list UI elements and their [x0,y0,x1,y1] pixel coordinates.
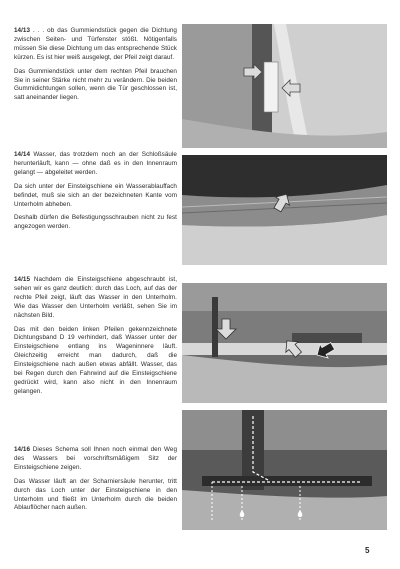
figure-number: 14/15 [14,276,31,283]
paragraph [14,214,177,232]
paragraph [14,27,177,63]
figure-number: 14/14 [14,151,31,158]
section-14-14 [14,151,177,237]
photo-under-sill [182,283,387,403]
paragraph-text: . . . ob das Gummiendstück gegen die Dichtung zwischen Seiten- und Türfenster stößt. Nötigenfalls müssen Sie diese Dichtung um das entsprechende Stück kürzen. Es ist hier weiß ausgelegt, der Pfeil zeigt darauf. [14,27,177,61]
paragraph-text: Das Wasser läuft an der Scharniersäule herunter, tritt durch das Loch unter der Einsteigschiene in den Unterholm und fließt im Unterholm durch die beiden Ablauflöcher nach außen. [14,477,177,512]
paragraph [14,68,177,104]
paragraph-text: Da sich unter der Einsteigschiene ein Wasserablauffach befindet, muß sie sich an der bezeichneten Kante vom Unterholm abheben. [14,182,177,208]
paragraph-text: Das mit den beiden linken Pfeilen gekennzeichnete Dichtungsband D 19 verhindert, daß Wasser unter der Einsteigschiene entlang ins Wageninnere läuft. Gleichzeitig erreicht man dadurch, daß die Einsteigschiene nach außen etwas abfällt. Wasser, das bei Regen durch den Fahrwind auf die Einsteigschiene gedrückt wird, kann also nicht in den Innenraum gelangen. [14,325,177,395]
photo-door-seal [182,24,387,148]
section-14-13 [14,27,177,108]
paragraph [14,276,177,321]
paragraph-text: Dieses Schema soll Ihnen noch einmal den Weg des Wassers bei vorschriftsmäßigem Sitz der Einsteigschiene zeigen. [14,446,177,471]
sill-plate-illustration [182,155,387,265]
paragraph [14,183,177,210]
paragraph [14,446,177,473]
section-14-15 [14,276,177,402]
paragraph-text: Deshalb dürfen die Befestigungsschrauben nicht zu fest angezogen werden. [14,214,177,231]
paragraph [14,326,177,397]
paragraph-text: Das Gummiendstück unter dem rechten Pfeil brauchen Sie in seiner Stärke nicht mehr zu verändern. Die beiden Gummidichtungen sollen, wenn die Tür geschlossen ist, satt aneinander liegen. [14,67,177,102]
door-seal-illustration [182,24,387,148]
paragraph-text: Wasser, das trotzdem noch an der Schloßsäule herunterläuft, kann — ohne daß es in den Innenraum gelangt — abgeleitet werden. [14,151,177,176]
photo-sill-plate [182,155,387,265]
section-14-16 [14,446,177,518]
paragraph [14,151,177,178]
figure-number: 14/16 [14,446,31,453]
water-schematic-illustration [182,410,387,530]
under-sill-illustration [182,283,387,403]
page-number: 5 [365,546,370,555]
photo-water-schematic [182,410,387,530]
paragraph [14,478,177,514]
paragraph-text: Nachdem die Einsteigschiene abgeschraubt ist, sehen wir es ganz deutlich: durch das Loch, auf das der rechte Pfeil zeigt, läuft das Wasser in den Unterholm. Wie das Wasser den Unterholm verläßt, sehen Sie im nächsten Bild. [14,276,177,319]
figure-number: 14/13 [14,27,31,34]
